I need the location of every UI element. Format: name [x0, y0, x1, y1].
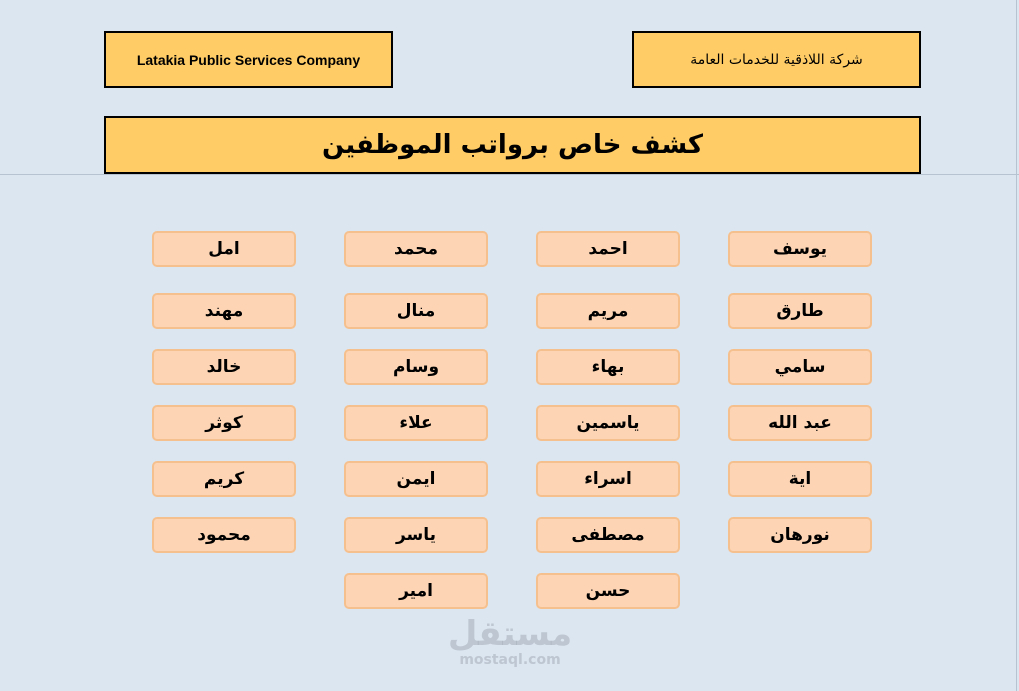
employee-button[interactable]: نورهان: [728, 517, 872, 553]
watermark: [440, 616, 580, 668]
watermark-arabic: مستقل: [447, 614, 573, 654]
grid-line: [0, 174, 1019, 175]
employee-button[interactable]: محمد: [344, 231, 488, 267]
employee-button[interactable]: ايمن: [344, 461, 488, 497]
employee-button[interactable]: يوسف: [728, 231, 872, 267]
company-name-english: Latakia Public Services Company: [104, 31, 393, 88]
employee-button[interactable]: عبد الله: [728, 405, 872, 441]
grid-line: [1016, 0, 1017, 691]
employee-button[interactable]: طارق: [728, 293, 872, 329]
employee-button[interactable]: امير: [344, 573, 488, 609]
employee-button[interactable]: كريم: [152, 461, 296, 497]
watermark-latin: mostaql.com: [459, 652, 561, 668]
company-name-arabic: شركة اللاذقية للخدمات العامة: [632, 31, 921, 88]
employee-button[interactable]: سامي: [728, 349, 872, 385]
employee-button[interactable]: كوثر: [152, 405, 296, 441]
employee-button[interactable]: ياسر: [344, 517, 488, 553]
employee-button[interactable]: مهند: [152, 293, 296, 329]
employee-button[interactable]: مصطفى: [536, 517, 680, 553]
employee-button[interactable]: اسراء: [536, 461, 680, 497]
employee-button[interactable]: حسن: [536, 573, 680, 609]
employee-button[interactable]: بهاء: [536, 349, 680, 385]
employee-button[interactable]: مريم: [536, 293, 680, 329]
employee-button[interactable]: علاء: [344, 405, 488, 441]
employee-button[interactable]: محمود: [152, 517, 296, 553]
page-title: كشف خاص برواتب الموظفين: [104, 116, 921, 174]
employee-button[interactable]: احمد: [536, 231, 680, 267]
employee-button[interactable]: امل: [152, 231, 296, 267]
employee-button[interactable]: اية: [728, 461, 872, 497]
employee-button[interactable]: ياسمين: [536, 405, 680, 441]
employee-button[interactable]: خالد: [152, 349, 296, 385]
employee-button[interactable]: وسام: [344, 349, 488, 385]
employee-button[interactable]: منال: [344, 293, 488, 329]
